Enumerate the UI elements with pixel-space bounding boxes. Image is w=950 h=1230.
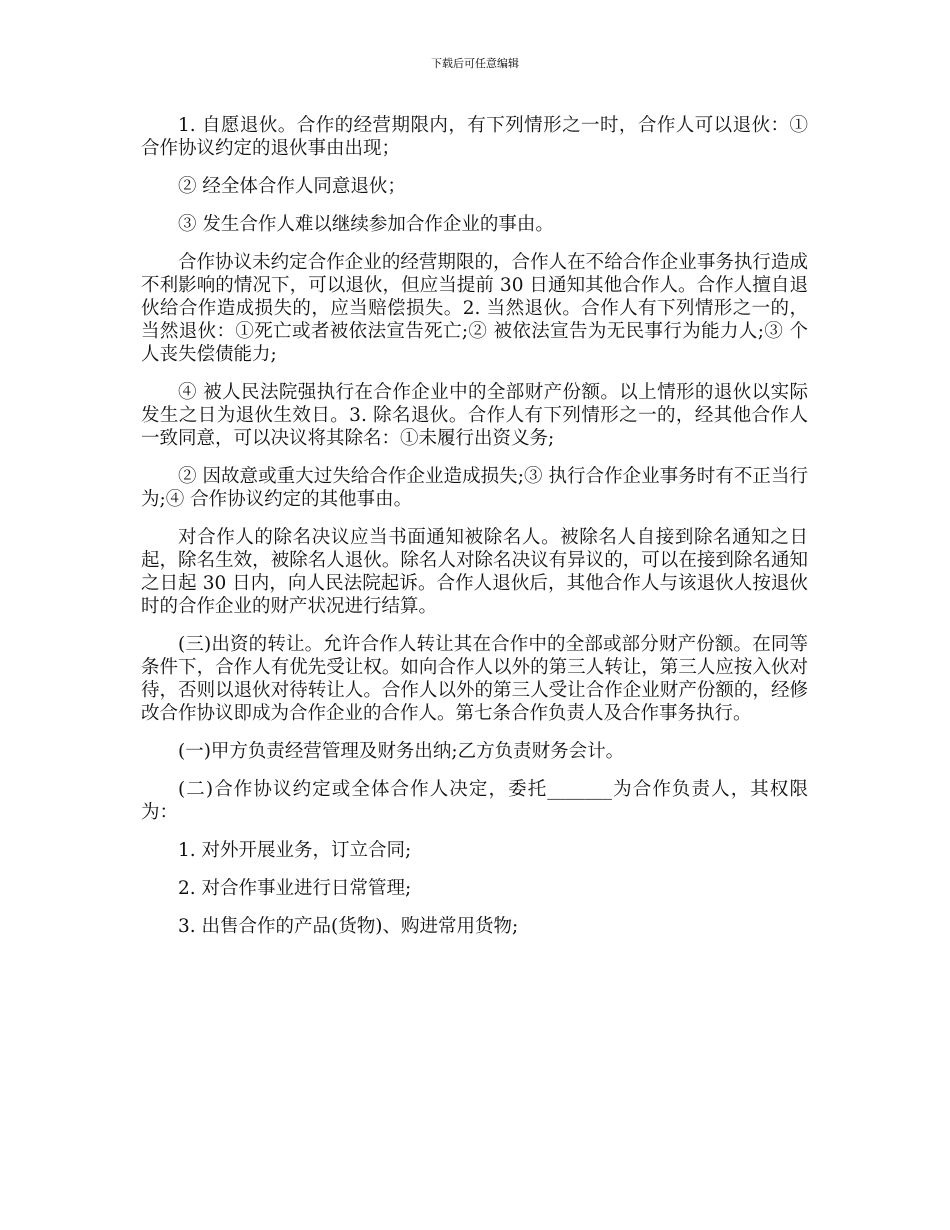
paragraph-authority-1: 1. 对外开展业务，订立合同;: [178, 840, 412, 861]
paragraph-authority-3: 3. 出售合作的产品(货物)、购进常用货物;: [178, 916, 519, 937]
paragraph-item-2: ② 经全体合作人同意退伙；: [178, 176, 406, 197]
paragraph-capital-transfer: (三)出资的转让。允许合作人转让其在合作中的全部或部分财产份额。在同等条件下，合作人有优先受让权。如向合作人以外的第三人转让，第三人应按入伙对待，否则以退伙对待转让人。合作人以外的第三人受让合作企业财产份额的，经修改合作协议即成为合作企业的合作人。第七条合作负责人及合作事务执行。: [141, 634, 808, 724]
paragraph-no-term-withdrawal: 合作协议未约定合作企业的经营期限的，合作人在不给合作企业事务执行造成不利影响的情况下，可以退伙，但应当提前 30 日通知其他合作人。合作人擅自退伙给合作造成损失的，应当赔偿损失。2. 当然退伙。合作人有下列情形之一的，当然退伙：①死亡或者被依法宣告死亡;② 被依法宣告为无民事行为能力人;③ 个人丧失偿债能力;: [141, 252, 808, 365]
page-header: 下载后可任意编辑: [431, 57, 519, 70]
paragraph-expulsion-reasons: ② 因故意或重大过失给合作企业造成损失;③ 执行合作企业事务时有不正当行为;④ 合作协议约定的其他事由。: [141, 466, 808, 510]
paragraph-duties: (一)甲方负责经营管理及财务出纳;乙方负责财务会计。: [178, 741, 625, 762]
document-body: [141, 114, 808, 953]
paragraph-authority-2: 2. 对合作事业进行日常管理;: [178, 878, 412, 899]
paragraph-expulsion-notice: 对合作人的除名决议应当书面通知被除名人。被除名人自接到除名通知之日起，除名生效，被除名人退伙。除名人对除名决议有异议的，可以在接到除名通知之日起 30 日内，向人民法院起诉。合作人退伙后，其他合作人与该退伙人按退伙时的合作企业的财产状况进行结算。: [141, 527, 808, 617]
paragraph-expulsion: ④ 被人民法院强执行在合作企业中的全部财产份额。以上情形的退伙以实际发生之日为退伙生效日。3. 除名退伙。合作人有下列情形之一的，经其他合作人一致同意，可以决议将其除名：①未履行出资义务;: [141, 382, 808, 449]
paragraph-voluntary-withdrawal: 1. 自愿退伙。合作的经营期限内，有下列情形之一时，合作人可以退伙：①合作协议约定的退伙事由出现；: [141, 115, 808, 159]
paragraph-delegate: (二)合作协议约定或全体合作人决定，委托_______为合作负责人，其权限为：: [141, 779, 808, 823]
paragraph-item-3: ③ 发生合作人难以继续参加合作企业的事由。: [178, 214, 554, 235]
